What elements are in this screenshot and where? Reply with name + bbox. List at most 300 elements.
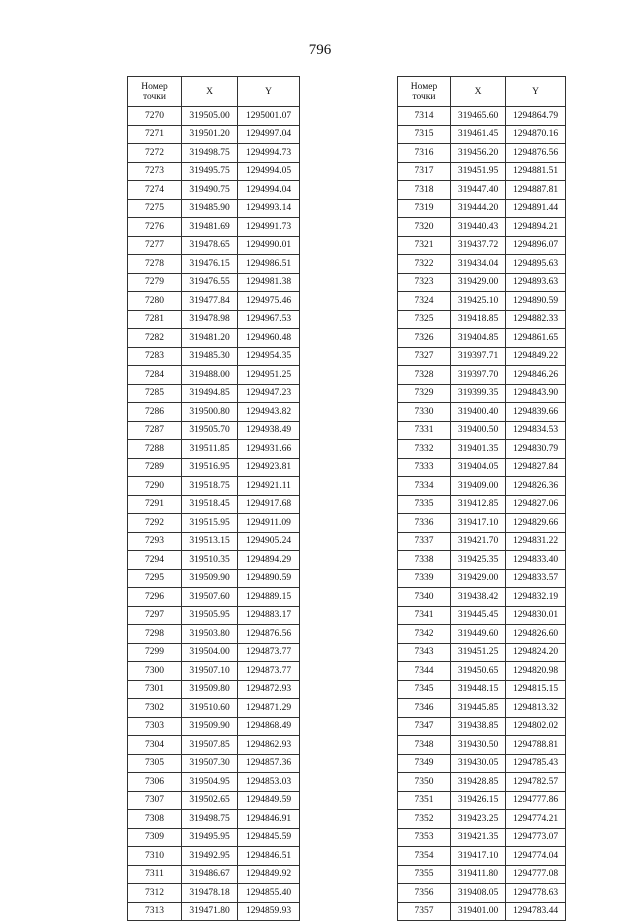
table-row: [128, 773, 300, 792]
cell-point-number: 7289: [128, 458, 182, 477]
table-row: [398, 754, 566, 773]
cell-x: 319437.72: [451, 236, 506, 255]
cell-y: 1294846.91: [238, 810, 300, 829]
cell-point-number: 7357: [398, 902, 451, 921]
header-y: Y: [238, 77, 300, 107]
cell-x: 319409.00: [451, 477, 506, 496]
cell-y: 1294774.21: [506, 810, 566, 829]
cell-x: 319513.15: [182, 532, 238, 551]
table-row: [398, 384, 566, 403]
cell-point-number: 7351: [398, 791, 451, 810]
table-row: [398, 236, 566, 255]
table-row: [398, 273, 566, 292]
cell-point-number: 7281: [128, 310, 182, 329]
table-row: [398, 662, 566, 681]
cell-point-number: 7291: [128, 495, 182, 514]
cell-y: 1294827.06: [506, 495, 566, 514]
cell-x: 319445.45: [451, 606, 506, 625]
cell-x: 319401.35: [451, 440, 506, 459]
cell-x: 319404.85: [451, 329, 506, 348]
cell-x: 319421.35: [451, 828, 506, 847]
cell-point-number: 7276: [128, 218, 182, 237]
cell-point-number: 7306: [128, 773, 182, 792]
cell-point-number: 7293: [128, 532, 182, 551]
cell-y: 1294981.38: [238, 273, 300, 292]
table-row: [128, 273, 300, 292]
cell-x: 319516.95: [182, 458, 238, 477]
cell-point-number: 7275: [128, 199, 182, 218]
cell-y: 1294960.48: [238, 329, 300, 348]
table-row: [128, 199, 300, 218]
cell-y: 1294967.53: [238, 310, 300, 329]
cell-x: 319507.85: [182, 736, 238, 755]
cell-point-number: 7278: [128, 255, 182, 274]
table-row: [398, 347, 566, 366]
header-y: Y: [506, 77, 566, 107]
cell-y: 1294826.60: [506, 625, 566, 644]
cell-y: 1294921.11: [238, 477, 300, 496]
cell-point-number: 7305: [128, 754, 182, 773]
cell-x: 319498.75: [182, 144, 238, 163]
cell-y: 1294846.26: [506, 366, 566, 385]
cell-point-number: 7324: [398, 292, 451, 311]
cell-y: 1294905.24: [238, 532, 300, 551]
cell-y: 1294876.56: [506, 144, 566, 163]
cell-point-number: 7339: [398, 569, 451, 588]
cell-y: 1294994.05: [238, 162, 300, 181]
header-point-line2: точки: [142, 91, 166, 102]
cell-y: 1294889.15: [238, 588, 300, 607]
cell-x: 319495.95: [182, 828, 238, 847]
cell-x: 319501.20: [182, 125, 238, 144]
cell-point-number: 7285: [128, 384, 182, 403]
cell-point-number: 7329: [398, 384, 451, 403]
cell-x: 319397.71: [451, 347, 506, 366]
cell-y: 1294815.15: [506, 680, 566, 699]
cell-y: 1294994.04: [238, 181, 300, 200]
cell-point-number: 7338: [398, 551, 451, 570]
cell-y: 1294845.59: [238, 828, 300, 847]
cell-point-number: 7308: [128, 810, 182, 829]
table-row: [128, 477, 300, 496]
table-row: [398, 865, 566, 884]
cell-point-number: 7280: [128, 292, 182, 311]
cell-y: 1294891.44: [506, 199, 566, 218]
table-row: [398, 588, 566, 607]
cell-x: 319421.70: [451, 532, 506, 551]
table-row: [128, 292, 300, 311]
cell-point-number: 7317: [398, 162, 451, 181]
cell-x: 319505.95: [182, 606, 238, 625]
cell-y: 1294857.36: [238, 754, 300, 773]
cell-y: 1294813.32: [506, 699, 566, 718]
table-row: [128, 181, 300, 200]
cell-y: 1294826.36: [506, 477, 566, 496]
cell-x: 319476.15: [182, 255, 238, 274]
table-row: [128, 662, 300, 681]
cell-y: 1294864.79: [506, 107, 566, 126]
table-header-row: [398, 77, 566, 107]
table-row: [398, 884, 566, 903]
cell-y: 1294824.20: [506, 643, 566, 662]
cell-x: 319505.70: [182, 421, 238, 440]
cell-x: 319471.80: [182, 902, 238, 921]
cell-point-number: 7342: [398, 625, 451, 644]
cell-x: 319438.85: [451, 717, 506, 736]
table-row: [398, 310, 566, 329]
cell-y: 1294975.46: [238, 292, 300, 311]
cell-y: 1294831.22: [506, 532, 566, 551]
table-row: [128, 384, 300, 403]
cell-x: 319404.05: [451, 458, 506, 477]
table-row: [128, 865, 300, 884]
table-row: [398, 699, 566, 718]
cell-y: 1294931.66: [238, 440, 300, 459]
cell-y: 1294849.59: [238, 791, 300, 810]
cell-x: 319425.10: [451, 292, 506, 311]
cell-point-number: 7279: [128, 273, 182, 292]
cell-y: 1294881.51: [506, 162, 566, 181]
cell-y: 1294773.07: [506, 828, 566, 847]
cell-point-number: 7302: [128, 699, 182, 718]
cell-y: 1294994.73: [238, 144, 300, 163]
cell-y: 1294827.84: [506, 458, 566, 477]
table-row: [128, 699, 300, 718]
cell-y: 1294861.65: [506, 329, 566, 348]
cell-point-number: 7348: [398, 736, 451, 755]
table-row: [128, 810, 300, 829]
table-row: [128, 144, 300, 163]
table-row: [128, 551, 300, 570]
cell-y: 1294830.01: [506, 606, 566, 625]
table-row: [128, 218, 300, 237]
header-x: X: [182, 77, 238, 107]
cell-point-number: 7347: [398, 717, 451, 736]
cell-point-number: 7337: [398, 532, 451, 551]
cell-point-number: 7335: [398, 495, 451, 514]
cell-point-number: 7277: [128, 236, 182, 255]
cell-x: 319505.00: [182, 107, 238, 126]
cell-y: 1294894.21: [506, 218, 566, 237]
cell-x: 319438.42: [451, 588, 506, 607]
cell-x: 319478.98: [182, 310, 238, 329]
table-row: [128, 625, 300, 644]
table-row: [398, 403, 566, 422]
table-row: [398, 218, 566, 237]
cell-x: 319429.00: [451, 569, 506, 588]
cell-x: 319412.85: [451, 495, 506, 514]
cell-point-number: 7346: [398, 699, 451, 718]
table-row: [128, 329, 300, 348]
cell-y: 1294986.51: [238, 255, 300, 274]
cell-x: 319488.00: [182, 366, 238, 385]
cell-x: 319418.85: [451, 310, 506, 329]
cell-x: 319478.65: [182, 236, 238, 255]
cell-y: 1294774.04: [506, 847, 566, 866]
table-row: [398, 773, 566, 792]
table-row: [128, 847, 300, 866]
cell-point-number: 7286: [128, 403, 182, 422]
table-row: [128, 884, 300, 903]
table-row: [128, 643, 300, 662]
table-row: [128, 107, 300, 126]
cell-point-number: 7327: [398, 347, 451, 366]
header-point-number: [398, 77, 451, 107]
cell-x: 319401.00: [451, 902, 506, 921]
cell-point-number: 7330: [398, 403, 451, 422]
table-row: [128, 532, 300, 551]
cell-y: 1294868.49: [238, 717, 300, 736]
cell-point-number: 7322: [398, 255, 451, 274]
cell-y: 1294895.63: [506, 255, 566, 274]
cell-y: 1294997.04: [238, 125, 300, 144]
cell-y: 1294894.29: [238, 551, 300, 570]
cell-x: 319515.95: [182, 514, 238, 533]
cell-point-number: 7326: [398, 329, 451, 348]
table-row: [398, 606, 566, 625]
cell-y: 1294872.93: [238, 680, 300, 699]
cell-point-number: 7334: [398, 477, 451, 496]
cell-point-number: 7343: [398, 643, 451, 662]
cell-point-number: 7313: [128, 902, 182, 921]
cell-x: 319507.10: [182, 662, 238, 681]
cell-y: 1294917.68: [238, 495, 300, 514]
cell-point-number: 7272: [128, 144, 182, 163]
table-row: [398, 421, 566, 440]
cell-y: 1294862.93: [238, 736, 300, 755]
cell-y: 1294923.81: [238, 458, 300, 477]
cell-point-number: 7323: [398, 273, 451, 292]
table-row: [128, 680, 300, 699]
cell-x: 319429.00: [451, 273, 506, 292]
cell-y: 1294777.86: [506, 791, 566, 810]
cell-point-number: 7345: [398, 680, 451, 699]
table-row: [398, 458, 566, 477]
table-row: [128, 421, 300, 440]
cell-x: 319456.20: [451, 144, 506, 163]
coordinates-table-right: [397, 76, 566, 921]
cell-point-number: 7299: [128, 643, 182, 662]
cell-x: 319434.04: [451, 255, 506, 274]
cell-x: 319451.25: [451, 643, 506, 662]
cell-x: 319400.50: [451, 421, 506, 440]
table-row: [398, 477, 566, 496]
cell-x: 319518.45: [182, 495, 238, 514]
cell-x: 319490.75: [182, 181, 238, 200]
cell-point-number: 7340: [398, 588, 451, 607]
cell-x: 319426.15: [451, 791, 506, 810]
cell-point-number: 7290: [128, 477, 182, 496]
table-row: [128, 125, 300, 144]
table-row: [398, 495, 566, 514]
table-row: [398, 366, 566, 385]
cell-point-number: 7292: [128, 514, 182, 533]
table-row: [128, 458, 300, 477]
cell-x: 319481.20: [182, 329, 238, 348]
table-header-row: [128, 77, 300, 107]
cell-point-number: 7319: [398, 199, 451, 218]
cell-point-number: 7307: [128, 791, 182, 810]
cell-x: 319504.00: [182, 643, 238, 662]
page-number: 796: [308, 42, 332, 58]
cell-x: 319397.70: [451, 366, 506, 385]
cell-x: 319449.60: [451, 625, 506, 644]
table-row: [398, 810, 566, 829]
cell-y: 1294855.40: [238, 884, 300, 903]
table-row: [398, 125, 566, 144]
cell-x: 319476.55: [182, 273, 238, 292]
cell-y: 1294830.79: [506, 440, 566, 459]
table-row: [128, 514, 300, 533]
table-row: [398, 847, 566, 866]
table-row: [398, 791, 566, 810]
table-row: [128, 717, 300, 736]
cell-x: 319500.80: [182, 403, 238, 422]
header-point-line2: точки: [412, 91, 436, 102]
cell-point-number: 7314: [398, 107, 451, 126]
cell-x: 319502.65: [182, 791, 238, 810]
cell-point-number: 7270: [128, 107, 182, 126]
table-row: [398, 292, 566, 311]
cell-point-number: 7349: [398, 754, 451, 773]
cell-x: 319450.65: [451, 662, 506, 681]
cell-y: 1294849.92: [238, 865, 300, 884]
cell-x: 319400.40: [451, 403, 506, 422]
table-row: [398, 643, 566, 662]
cell-x: 319399.35: [451, 384, 506, 403]
header-point-line1: Номер: [141, 81, 168, 92]
cell-y: 1294834.53: [506, 421, 566, 440]
table-row: [128, 791, 300, 810]
cell-y: 1294890.59: [238, 569, 300, 588]
cell-y: 1294943.82: [238, 403, 300, 422]
cell-y: 1294839.66: [506, 403, 566, 422]
cell-point-number: 7294: [128, 551, 182, 570]
cell-point-number: 7297: [128, 606, 182, 625]
table-row: [398, 107, 566, 126]
table-row: [128, 828, 300, 847]
cell-x: 319498.75: [182, 810, 238, 829]
cell-x: 319423.25: [451, 810, 506, 829]
cell-x: 319430.05: [451, 754, 506, 773]
cell-x: 319507.60: [182, 588, 238, 607]
cell-point-number: 7295: [128, 569, 182, 588]
cell-x: 319430.50: [451, 736, 506, 755]
header-point-number: [128, 77, 182, 107]
table-row: [398, 514, 566, 533]
cell-point-number: 7288: [128, 440, 182, 459]
cell-point-number: 7356: [398, 884, 451, 903]
table-row: [128, 162, 300, 181]
cell-point-number: 7353: [398, 828, 451, 847]
cell-y: 1294876.56: [238, 625, 300, 644]
cell-x: 319477.84: [182, 292, 238, 311]
table-row: [128, 255, 300, 274]
cell-x: 319440.43: [451, 218, 506, 237]
cell-point-number: 7328: [398, 366, 451, 385]
cell-x: 319465.60: [451, 107, 506, 126]
cell-y: 1294832.19: [506, 588, 566, 607]
table-row: [128, 403, 300, 422]
header-x: X: [451, 77, 506, 107]
cell-point-number: 7352: [398, 810, 451, 829]
cell-x: 319518.75: [182, 477, 238, 496]
cell-x: 319447.40: [451, 181, 506, 200]
cell-point-number: 7311: [128, 865, 182, 884]
cell-x: 319481.69: [182, 218, 238, 237]
cell-x: 319492.95: [182, 847, 238, 866]
table-row: [398, 144, 566, 163]
cell-point-number: 7333: [398, 458, 451, 477]
cell-y: 1295001.07: [238, 107, 300, 126]
cell-y: 1294820.98: [506, 662, 566, 681]
cell-point-number: 7273: [128, 162, 182, 181]
table-row: [128, 366, 300, 385]
cell-y: 1294778.63: [506, 884, 566, 903]
cell-point-number: 7354: [398, 847, 451, 866]
cell-point-number: 7344: [398, 662, 451, 681]
cell-y: 1294938.49: [238, 421, 300, 440]
cell-y: 1294896.07: [506, 236, 566, 255]
cell-point-number: 7274: [128, 181, 182, 200]
cell-x: 319510.35: [182, 551, 238, 570]
table-row: [128, 588, 300, 607]
cell-y: 1294883.17: [238, 606, 300, 625]
cell-x: 319445.85: [451, 699, 506, 718]
header-point-line1: Номер: [410, 81, 438, 92]
cell-y: 1294954.35: [238, 347, 300, 366]
table-row: [128, 347, 300, 366]
cell-x: 319448.15: [451, 680, 506, 699]
cell-point-number: 7271: [128, 125, 182, 144]
cell-point-number: 7309: [128, 828, 182, 847]
table-row: [128, 754, 300, 773]
cell-y: 1294993.14: [238, 199, 300, 218]
cell-x: 319451.95: [451, 162, 506, 181]
cell-point-number: 7318: [398, 181, 451, 200]
cell-x: 319495.75: [182, 162, 238, 181]
cell-y: 1294833.57: [506, 569, 566, 588]
cell-point-number: 7325: [398, 310, 451, 329]
cell-point-number: 7315: [398, 125, 451, 144]
cell-point-number: 7301: [128, 680, 182, 699]
cell-point-number: 7321: [398, 236, 451, 255]
table-row: [128, 606, 300, 625]
cell-x: 319428.85: [451, 773, 506, 792]
cell-x: 319509.80: [182, 680, 238, 699]
cell-y: 1294846.51: [238, 847, 300, 866]
cell-x: 319478.18: [182, 884, 238, 903]
table-row: [398, 199, 566, 218]
cell-y: 1294871.29: [238, 699, 300, 718]
cell-y: 1294947.23: [238, 384, 300, 403]
table-row: [128, 495, 300, 514]
cell-point-number: 7331: [398, 421, 451, 440]
cell-x: 319504.95: [182, 773, 238, 792]
cell-x: 319494.85: [182, 384, 238, 403]
cell-x: 319485.30: [182, 347, 238, 366]
cell-point-number: 7312: [128, 884, 182, 903]
cell-point-number: 7298: [128, 625, 182, 644]
cell-y: 1294887.81: [506, 181, 566, 200]
cell-y: 1294882.33: [506, 310, 566, 329]
table-row: [398, 736, 566, 755]
table-row: [398, 440, 566, 459]
table-row: [398, 181, 566, 200]
cell-y: 1294843.90: [506, 384, 566, 403]
cell-point-number: 7296: [128, 588, 182, 607]
cell-point-number: 7350: [398, 773, 451, 792]
